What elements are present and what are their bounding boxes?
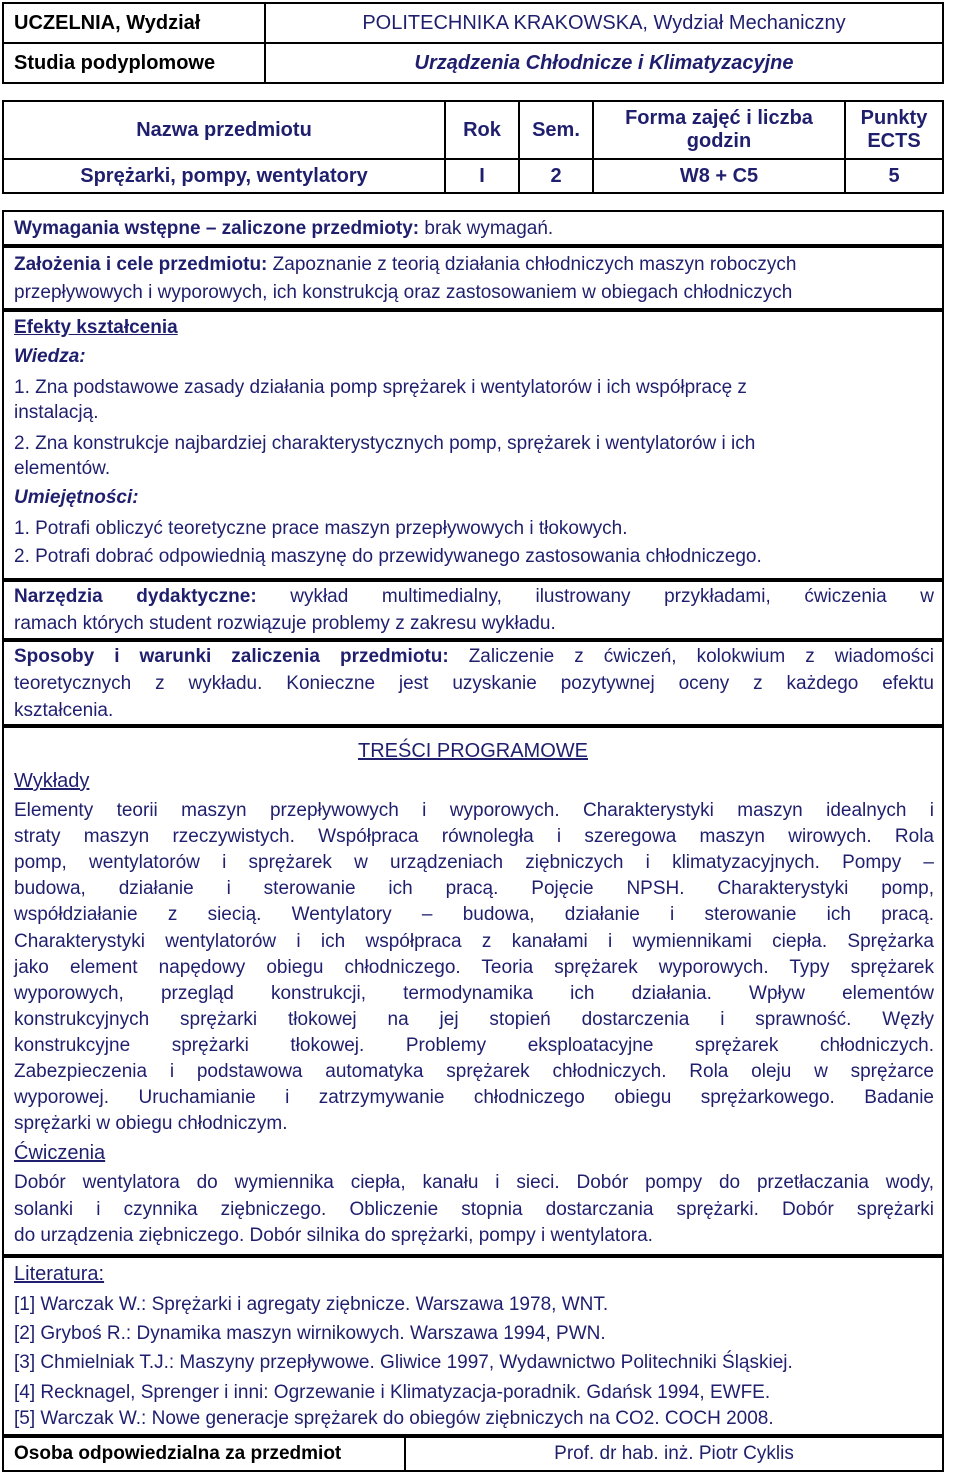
course-ects: 5 <box>888 164 900 187</box>
literature-item: [5] Warczak W.: Nowe generacje sprężarek do obiegów ziębniczych na CO2. COCH 2008. <box>14 1408 774 1429</box>
program-box <box>2 726 944 1256</box>
course-ects-header-cell <box>845 101 943 159</box>
tools-label: Narzędzia dydaktyczne: <box>14 586 257 607</box>
course-form-header-line1: Forma zajęć i liczba <box>625 107 813 129</box>
prereq-box <box>2 210 944 246</box>
knowledge-2-line1: 2. Zna konstrukcje najbardziej charakterystycznych pomp, sprężarek i wentylatorów i ich <box>14 433 756 454</box>
course-year-cell <box>445 159 519 193</box>
goals-label: Założenia i cele przedmiotu: <box>14 254 268 275</box>
lectures-line: Elementy teorii maszyn przepływowych i wyporowych. Charakterystyki maszyn idealnych i <box>14 800 934 821</box>
studies-label-cell <box>3 43 265 83</box>
assessment-line1 <box>14 646 934 668</box>
lectures-line: wyporowych, przegląd konstrukcji, termodynamika ich działania. Wpływ elementów <box>14 982 934 1004</box>
literature-item: [2] Gryboś R.: Dynamika maszyn wirnikowych. Warszawa 1994, PWN. <box>14 1323 606 1344</box>
lectures-line: straty maszyn rzeczywistych. Współpraca równoległa i szeregowa maszyn wirowych. Rola <box>14 826 934 848</box>
course-name: Sprężarki, pompy, wentylatory <box>80 164 368 187</box>
exercises-title: Ćwiczenia <box>14 1142 106 1164</box>
studies-value: Urządzenia Chłodnicze i Klimatyzacyjne <box>414 51 794 74</box>
course-form: W8 + C5 <box>679 164 759 187</box>
course-form-header <box>594 102 844 158</box>
responsible-label: Osoba odpowiedzialna za przedmiot <box>14 1443 342 1464</box>
course-year-header: Rok <box>463 118 501 141</box>
course-ects-header-line1: Punkty <box>860 107 928 129</box>
responsible-label-cell <box>3 1437 405 1471</box>
tools-line2: ramach których student rozwiązuje problemy z zakresu wykładu. <box>14 613 556 634</box>
responsible-value: Prof. dr hab. inż. Piotr Cyklis <box>554 1443 794 1464</box>
course-form-header-line2: godzin <box>686 130 752 152</box>
prereq-label: Wymagania wstępne – zaliczone przedmioty: <box>14 218 420 239</box>
lectures-line: budowa, działanie i sterowanie ich pracą. Pojęcie NPSH. Charakterystyki pomp, <box>14 878 934 900</box>
institution-value-cell <box>265 3 943 43</box>
goals-box <box>2 246 944 310</box>
knowledge-label: Wiedza: <box>14 346 86 367</box>
course-form-cell <box>593 159 845 193</box>
prereq-line <box>14 218 553 240</box>
lectures-line: jako element napędowy obiegu chłodniczego. Teoria sprężarek wyporowych. Typy sprężarek <box>14 956 934 978</box>
exercises-line: solanki i czynnika ziębniczego. Obliczenie stopnia dostarczania sprężarki. Dobór sprężarki <box>14 1198 934 1220</box>
course-sem: 2 <box>550 164 562 187</box>
course-sem-header-cell <box>519 101 593 159</box>
lectures-last-line: sprężarki w obiegu chłodniczym. <box>14 1113 288 1134</box>
studies-value-cell <box>265 43 943 83</box>
course-year-header-cell <box>445 101 519 159</box>
effects-box <box>2 310 944 580</box>
assessment-line3: kształcenia. <box>14 700 114 721</box>
lectures-line: konstrukcyjne sprężarki tłokowej. Problemy eksploatacyjne sprężarek chłodniczych. <box>14 1034 934 1056</box>
course-name-cell <box>3 159 445 193</box>
literature-item: [1] Warczak W.: Sprężarki i agregaty ziębnicze. Warszawa 1978, WNT. <box>14 1294 609 1315</box>
goals-line2: przepływowych i wyporowych, ich konstrukcją oraz zastosowaniem w obiegach chłodniczych <box>14 282 793 303</box>
literature-item: [3] Chmielniak T.J.: Maszyny przepływowe. Gliwice 1997, Wydawnictwo Politechniki Śląskiej. <box>14 1352 793 1373</box>
course-table <box>2 100 944 194</box>
program-title: TREŚCI PROGRAMOWE <box>357 740 588 762</box>
tools-line1 <box>14 586 934 608</box>
assessment-line1-text: Zaliczenie z ćwiczeń, kolokwium z wiadomości <box>448 646 935 667</box>
lectures-line: Charakterystyki wentylatorów i ich współpraca z kanałami i wymiennikami ciepła. Sprężarka <box>14 930 934 952</box>
course-year: I <box>479 164 485 187</box>
literature-box <box>2 1256 944 1436</box>
institution-header <box>2 2 944 84</box>
exercises-last-line: do urządzenia ziębniczego. Dobór silnika do sprężarki, pompy i wentylatora. <box>14 1225 653 1246</box>
lectures-title: Wykłady <box>14 770 90 792</box>
goals-line1 <box>14 254 797 276</box>
institution-label: UCZELNIA, Wydział <box>14 11 201 34</box>
institution-label-cell <box>3 3 265 43</box>
assessment-line2: teoretycznych z wykładu. Konieczne jest uzyskanie pozytywnej oceny z każdego efektu <box>14 673 934 694</box>
goals-line1-text: Zapoznanie z teorią działania chłodniczych maszyn roboczych <box>267 254 797 275</box>
assessment-label: Sposoby i warunki zaliczenia przedmiotu: <box>14 646 449 667</box>
responsible-person-table <box>2 1436 944 1472</box>
course-ects-header <box>846 102 942 158</box>
course-ects-header-line2: ECTS <box>867 130 921 152</box>
lectures-line: współdziałanie z siecią. Wentylatory – budowa, działanie i sterowanie ich pracą. <box>14 904 934 926</box>
skills-label: Umiejętności: <box>14 487 139 508</box>
literature-title: Literatura: <box>14 1263 105 1285</box>
lectures-line: wyporowej. Uruchamianie i zatrzymywanie chłodniczego obiegu sprężarkowego. Badanie <box>14 1087 934 1109</box>
responsible-value-cell <box>405 1437 943 1471</box>
course-name-header: Nazwa przedmiotu <box>136 118 312 141</box>
knowledge-1-line2: instalacją. <box>14 402 99 423</box>
knowledge-1-line1: 1. Zna podstawowe zasady działania pomp sprężarek i wentylatorów i ich współpracę z <box>14 377 747 398</box>
lectures-line: pomp, wentylatorów i sprężarek w urządzeniach ziębniczych i klimatyzacyjnych. Pompy – <box>14 852 934 874</box>
lectures-line: konstrukcyjnych sprężarki tłokowej na jej stopień dostarczenia i sprawność. Węzły <box>14 1008 934 1030</box>
knowledge-2-line2: elementów. <box>14 458 111 479</box>
skill-1: 1. Potrafi obliczyć teoretyczne prace maszyn przepływowych i tłokowych. <box>14 518 628 539</box>
prereq-text: brak wymagań. <box>419 218 554 239</box>
course-name-header-cell <box>3 101 445 159</box>
exercises-line: Dobór wentylatora do wymiennika ciepła, kanału i sieci. Dobór pompy do przetłaczania wody, <box>14 1172 934 1193</box>
tools-line1-text: wykład multimedialny, ilustrowany przykładami, ćwiczenia w <box>256 586 934 607</box>
course-ects-cell <box>845 159 943 193</box>
tools-box <box>2 580 944 640</box>
course-sem-cell <box>519 159 593 193</box>
assessment-box <box>2 640 944 726</box>
lectures-line: Zabezpieczenia i podstawowa automatyka sprężarek chłodniczych. Rola oleju w sprężarce <box>14 1061 934 1082</box>
studies-label: Studia podyplomowe <box>14 51 216 74</box>
skill-2: 2. Potrafi dobrać odpowiednią maszynę do przewidywanego zastosowania chłodniczego. <box>14 546 762 567</box>
effects-title: Efekty kształcenia <box>14 317 178 338</box>
institution-value: POLITECHNIKA KRAKOWSKA, Wydział Mechaniczny <box>362 11 846 34</box>
literature-item: [4] Recknagel, Sprenger i inni: Ogrzewanie i Klimatyzacja-poradnik. Gdańsk 1994, EWFE. <box>14 1382 771 1403</box>
course-form-header-cell <box>593 101 845 159</box>
course-sem-header: Sem. <box>532 118 580 141</box>
